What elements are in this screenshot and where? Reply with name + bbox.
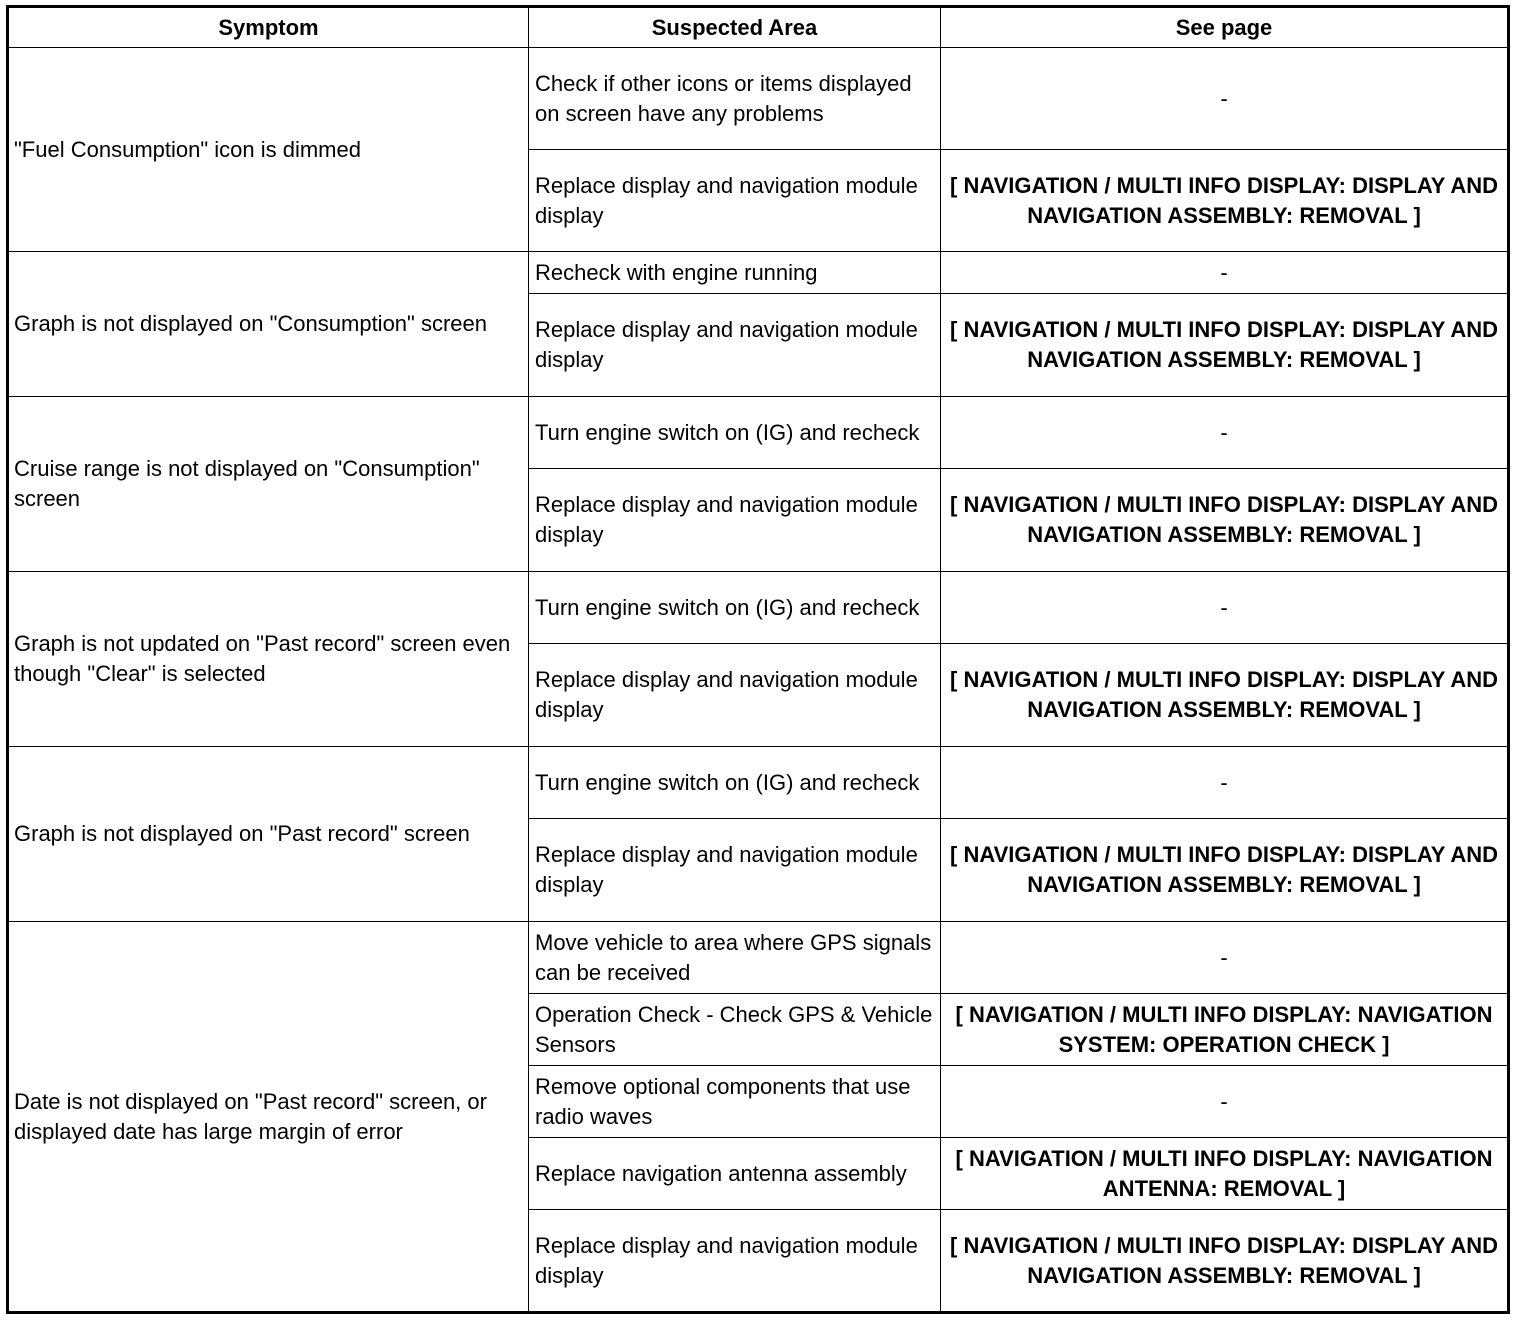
suspected-area-cell: Check if other icons or items displayed on screen have any problems (529, 48, 941, 150)
suspected-area-cell: Replace display and navigation module display (529, 819, 941, 922)
see-page-link[interactable]: [ NAVIGATION / MULTI INFO DISPLAY: NAVIGATION ANTENNA: REMOVAL ] (941, 1138, 1509, 1210)
see-page-cell: - (941, 397, 1509, 469)
see-page-link[interactable]: [ NAVIGATION / MULTI INFO DISPLAY: DISPLAY AND NAVIGATION ASSEMBLY: REMOVAL ] (941, 294, 1509, 397)
table-row (8, 397, 1509, 469)
suspected-area-cell: Replace navigation antenna assembly (529, 1138, 941, 1210)
symptom-cell: "Fuel Consumption" icon is dimmed (8, 48, 529, 252)
see-page-link[interactable]: [ NAVIGATION / MULTI INFO DISPLAY: NAVIGATION SYSTEM: OPERATION CHECK ] (941, 994, 1509, 1066)
see-page-cell: - (941, 1066, 1509, 1138)
suspected-area-cell: Turn engine switch on (IG) and recheck (529, 397, 941, 469)
header-row (8, 7, 1509, 48)
see-page-link[interactable]: [ NAVIGATION / MULTI INFO DISPLAY: DISPLAY AND NAVIGATION ASSEMBLY: REMOVAL ] (941, 819, 1509, 922)
table-row (8, 48, 1509, 150)
see-page-link[interactable]: [ NAVIGATION / MULTI INFO DISPLAY: DISPLAY AND NAVIGATION ASSEMBLY: REMOVAL ] (941, 644, 1509, 747)
suspected-area-cell: Replace display and navigation module display (529, 294, 941, 397)
suspected-area-cell: Replace display and navigation module display (529, 644, 941, 747)
suspected-area-cell: Recheck with engine running (529, 252, 941, 294)
table-row (8, 572, 1509, 644)
symptom-cell: Graph is not displayed on "Past record" screen (8, 747, 529, 922)
see-page-cell: - (941, 922, 1509, 994)
suspected-area-cell: Remove optional components that use radio waves (529, 1066, 941, 1138)
table-row (8, 747, 1509, 819)
symptom-cell: Cruise range is not displayed on "Consumption" screen (8, 397, 529, 572)
symptom-cell: Date is not displayed on "Past record" screen, or displayed date has large margin of error (8, 922, 529, 1313)
table-row (8, 922, 1509, 994)
symptom-cell: Graph is not displayed on "Consumption" screen (8, 252, 529, 397)
suspected-area-cell: Move vehicle to area where GPS signals can be received (529, 922, 941, 994)
see-page-cell: - (941, 48, 1509, 150)
suspected-area-cell: Turn engine switch on (IG) and recheck (529, 747, 941, 819)
header-symptom: Symptom (8, 7, 529, 48)
header-see-page: See page (941, 7, 1509, 48)
suspected-area-cell: Operation Check - Check GPS & Vehicle Sensors (529, 994, 941, 1066)
header-suspected-area: Suspected Area (529, 7, 941, 48)
see-page-link[interactable]: [ NAVIGATION / MULTI INFO DISPLAY: DISPLAY AND NAVIGATION ASSEMBLY: REMOVAL ] (941, 150, 1509, 252)
suspected-area-cell: Turn engine switch on (IG) and recheck (529, 572, 941, 644)
table-row (8, 252, 1509, 294)
symptom-cell: Graph is not updated on "Past record" screen even though "Clear" is selected (8, 572, 529, 747)
see-page-link[interactable]: [ NAVIGATION / MULTI INFO DISPLAY: DISPLAY AND NAVIGATION ASSEMBLY: REMOVAL ] (941, 469, 1509, 572)
see-page-cell: - (941, 747, 1509, 819)
troubleshooting-table (6, 5, 1510, 1314)
see-page-cell: - (941, 572, 1509, 644)
see-page-cell: - (941, 252, 1509, 294)
suspected-area-cell: Replace display and navigation module display (529, 1210, 941, 1313)
see-page-link[interactable]: [ NAVIGATION / MULTI INFO DISPLAY: DISPLAY AND NAVIGATION ASSEMBLY: REMOVAL ] (941, 1210, 1509, 1313)
suspected-area-cell: Replace display and navigation module display (529, 469, 941, 572)
suspected-area-cell: Replace display and navigation module display (529, 150, 941, 252)
